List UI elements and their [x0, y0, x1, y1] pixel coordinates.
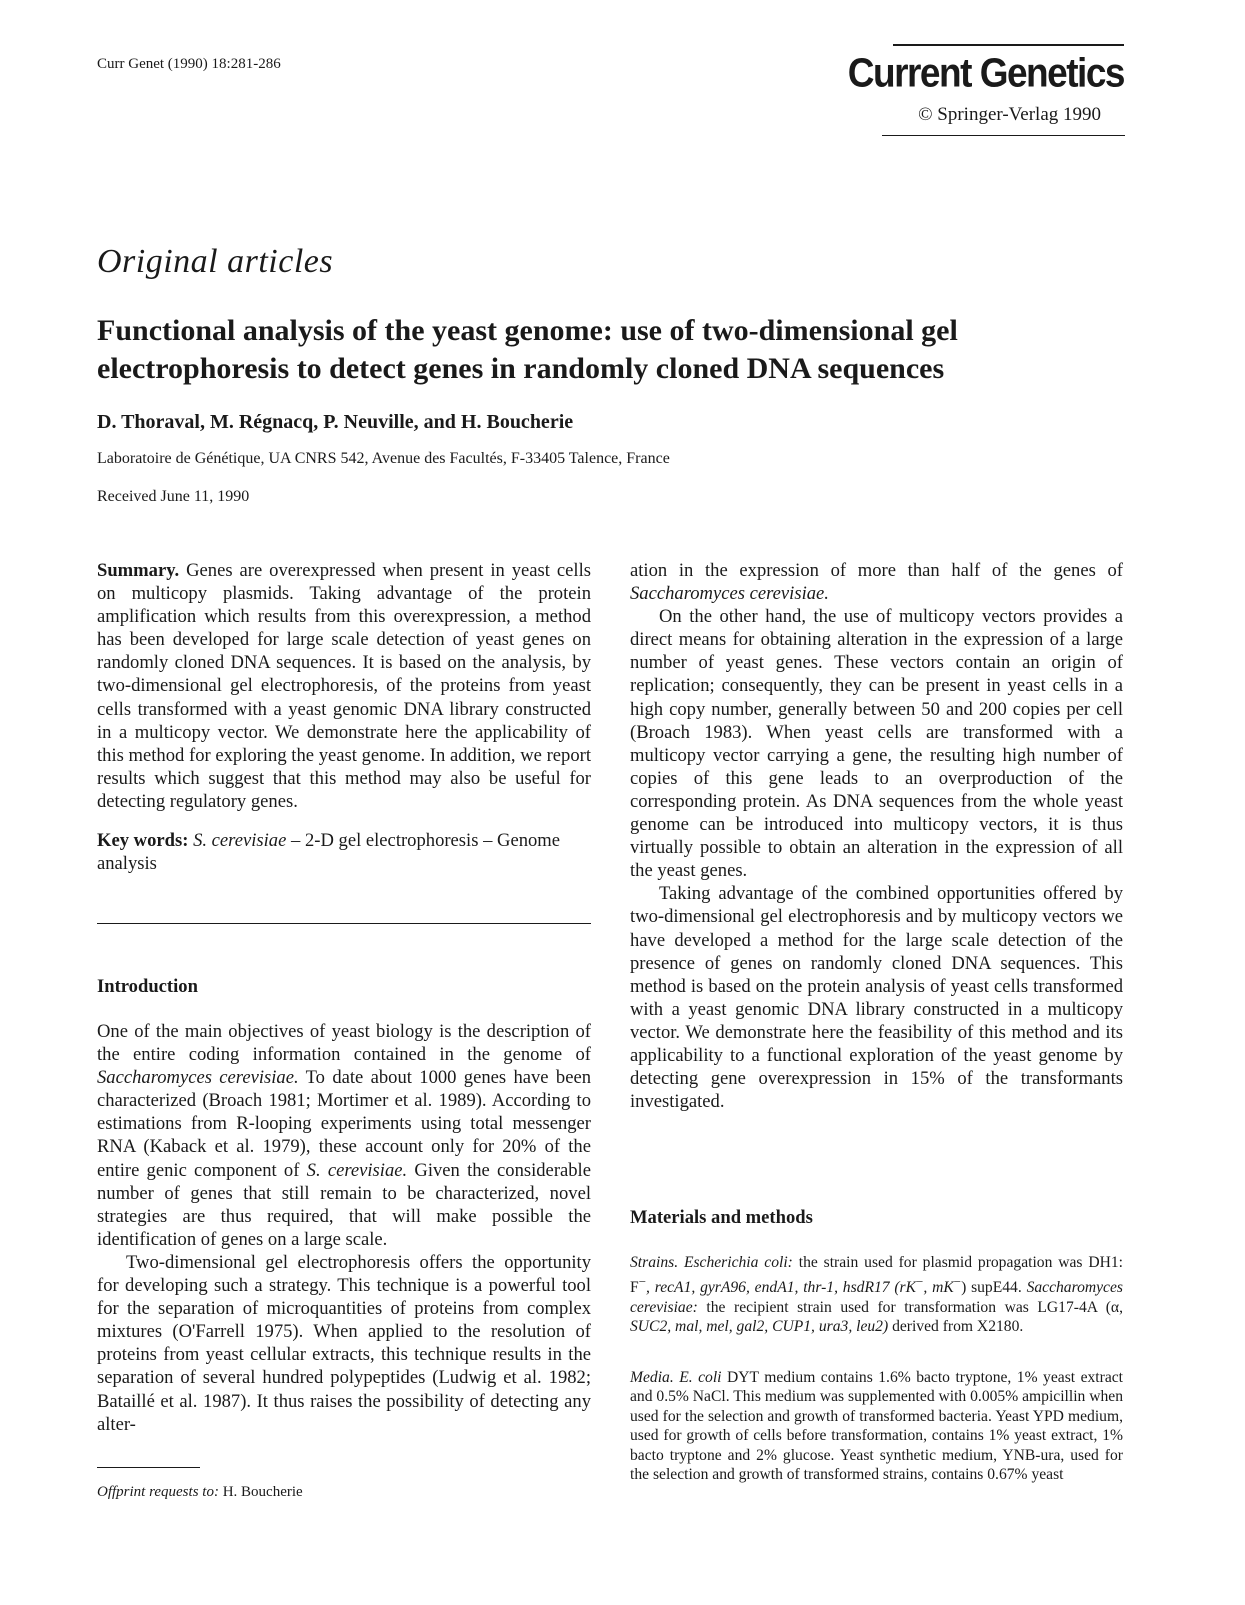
received-date: Received June 11, 1990: [97, 488, 250, 505]
footnote-label: Offprint requests to:: [97, 1484, 219, 1500]
intro-p1-species-2: S. cerevisiae.: [306, 1159, 408, 1181]
intro-p1-species: Saccharomyces cerevisiae.: [97, 1067, 299, 1089]
keywords-rule: [97, 923, 591, 924]
strains-label: Strains. Escherichia coli:: [630, 1254, 793, 1271]
strains-text-c: the recipient strain used for transformation was LG17-4A (α,: [706, 1299, 1123, 1316]
intro-paragraph-5: Taking advantage of the combined opportunities offered by two-dimensional gel electrophoresis and by multicopy vectors we have developed a method for the large scale detection of the presence of genes on randomly cloned DNA sequences. This method is based on the protein analysis of yeast cells transformed with a yeast genomic DNA library constructed in a multicopy vector. We demonstrate here the feasibility of this method and its applicability to a functional exploration of the yeast genome by detecting gene overexpression in 15% of the transformants investigated.: [630, 883, 1123, 1113]
summary-label: Summary.: [97, 560, 180, 581]
keywords-organism: S. cerevisiae: [193, 830, 287, 852]
keywords-rest: – 2-D gel electrophoresis – Genome analysis: [97, 830, 561, 875]
summary-text: Genes are overexpressed when present in yeast cells on multicopy plasmids. Taking advantage of the protein amplification which results from this overexpression, a method has been developed for large scale detection of yeast genes on randomly cloned DNA sequences. It is based on the analysis, by two-dimensional gel electrophoresis, of the proteins from yeast cells transformed with a yeast genomic DNA library constructed in a multicopy vector. We demonstrate here the applicability of this method for exploring the yeast genome. In addition, we report results which suggest that this method may also be useful for detecting regulatory genes.: [97, 560, 591, 812]
minus-superscript: −: [953, 1274, 962, 1290]
strains-paragraph: [630, 1253, 1123, 1337]
header-rule-bottom: [882, 135, 1125, 136]
introduction-heading: Introduction: [97, 976, 198, 997]
strains-genes: , recA1, gyrA96, endA1, thr-1, hsdR17 (rK: [646, 1279, 917, 1297]
strains-species: Saccharomyces cerevisiae:: [630, 1279, 1123, 1316]
footnote: [97, 1484, 303, 1501]
introduction-right: [630, 559, 1123, 1113]
footnote-rule: [97, 1467, 200, 1468]
minus-superscript: −: [916, 1274, 924, 1290]
intro-p1-a: One of the main objectives of yeast biology is the description of the entire coding information contained in the genome of: [97, 1021, 591, 1066]
strains-text-d: derived from X2180.: [892, 1318, 1024, 1336]
intro-p1-c: Given the considerable number of genes that still remain to be characterized, novel strategies are thus required, that will make possible the identification of genes on a large scale.: [97, 1159, 591, 1250]
keywords: [97, 829, 591, 875]
media-label: Media. E. coli: [630, 1369, 722, 1386]
affiliation: Laboratoire de Génétique, UA CNRS 542, Avenue des Facultés, F-33405 Talence, France: [97, 450, 670, 467]
header-rule-top: [893, 44, 1124, 46]
strains-text-b: ) supE44.: [961, 1279, 1022, 1297]
intro-paragraph-4: On the other hand, the use of multicopy vectors provides a direct means for obtaining alteration in the expression of a large number of yeast genes. These vectors contain an origin of replication; consequently, they can be present in yeast cells in a high copy number, generally between 50 and 200 copies per cell (Broach 1983). When yeast cells are transformed with a multicopy vector carrying a gene, the resulting high number of copies of this gene leads to an overproduction of the corresponding protein. As DNA sequences from the whole yeast genome can be introduced into multicopy vectors, it is thus virtually possible to obtain an alteration in the expression of all the yeast genes.: [630, 606, 1123, 882]
intro-paragraph-1: [97, 1020, 591, 1251]
intro-p1-b: To date about 1000 genes have been characterized (Broach 1981; Mortimer et al. 1989). According to estimations from R-looping experiments using total messenger RNA (Kaback et al. 1979), these account only for 20% of the entire genic component of: [97, 1067, 591, 1181]
intro-p3-species: Saccharomyces cerevisiae.: [630, 583, 829, 605]
summary-block: [97, 559, 591, 875]
summary-paragraph: [97, 559, 591, 813]
intro-p3-a: ation in the expression of more than half of the genes of: [630, 560, 1123, 581]
strains-genes-2: , mK: [923, 1279, 954, 1297]
intro-paragraph-2: Two-dimensional gel electrophoresis offers the opportunity for developing such a strategy. This technique is a powerful tool for the separation of microquantities of proteins from complex mixtures (O'Farrell 1975). When applied to the resolution of proteins from yeast cellular extracts, this technique results in the separation of several hundred polypeptides (Ludwig et al. 1982; Bataillé et al. 1987). It thus raises the possibility of detecting any alter-: [97, 1251, 591, 1435]
article-title: Functional analysis of the yeast genome: use of two-dimensional gel electrophoresis to detect genes in randomly cloned DNA sequences: [97, 314, 958, 385]
citation: Curr Genet (1990) 18:281-286: [97, 56, 281, 72]
journal-logo: Current Genetics: [847, 50, 1124, 96]
methods-heading: Materials and methods: [630, 1207, 813, 1228]
media-paragraph: [630, 1368, 1123, 1484]
strains-text-a: the strain used for plasmid propagation was DH1: F: [630, 1254, 1123, 1297]
introduction-left: [97, 1020, 591, 1436]
authors: D. Thoraval, M. Régnacq, P. Neuville, and H. Boucherie: [97, 411, 574, 433]
intro-paragraph-3: [630, 559, 1123, 605]
strains-genotype: SUC2, mal, mel, gal2, CUP1, ura3, leu2): [630, 1318, 889, 1336]
minus-superscript: −: [638, 1274, 647, 1290]
keywords-label: Key words:: [97, 830, 189, 852]
section-label: Original articles: [97, 243, 334, 280]
copyright: © Springer-Verlag 1990: [918, 104, 1101, 125]
footnote-name: H. Boucherie: [222, 1484, 303, 1500]
media-text: DYT medium contains 1.6% bacto tryptone, 1% yeast extract and 0.5% NaCl. This medium was supplemented with 0.005% ampicillin when used for the selection and growth of transformed bacteria. Yeast YPD medium, used for growth of cells before transformation, contains 1% yeast extract, 1% bacto tryptone and 2% glucose. Yeast synthetic medium, YNB-ura, used for the selection and growth of transformed strains, contains 0.67% yeast: [630, 1369, 1124, 1484]
